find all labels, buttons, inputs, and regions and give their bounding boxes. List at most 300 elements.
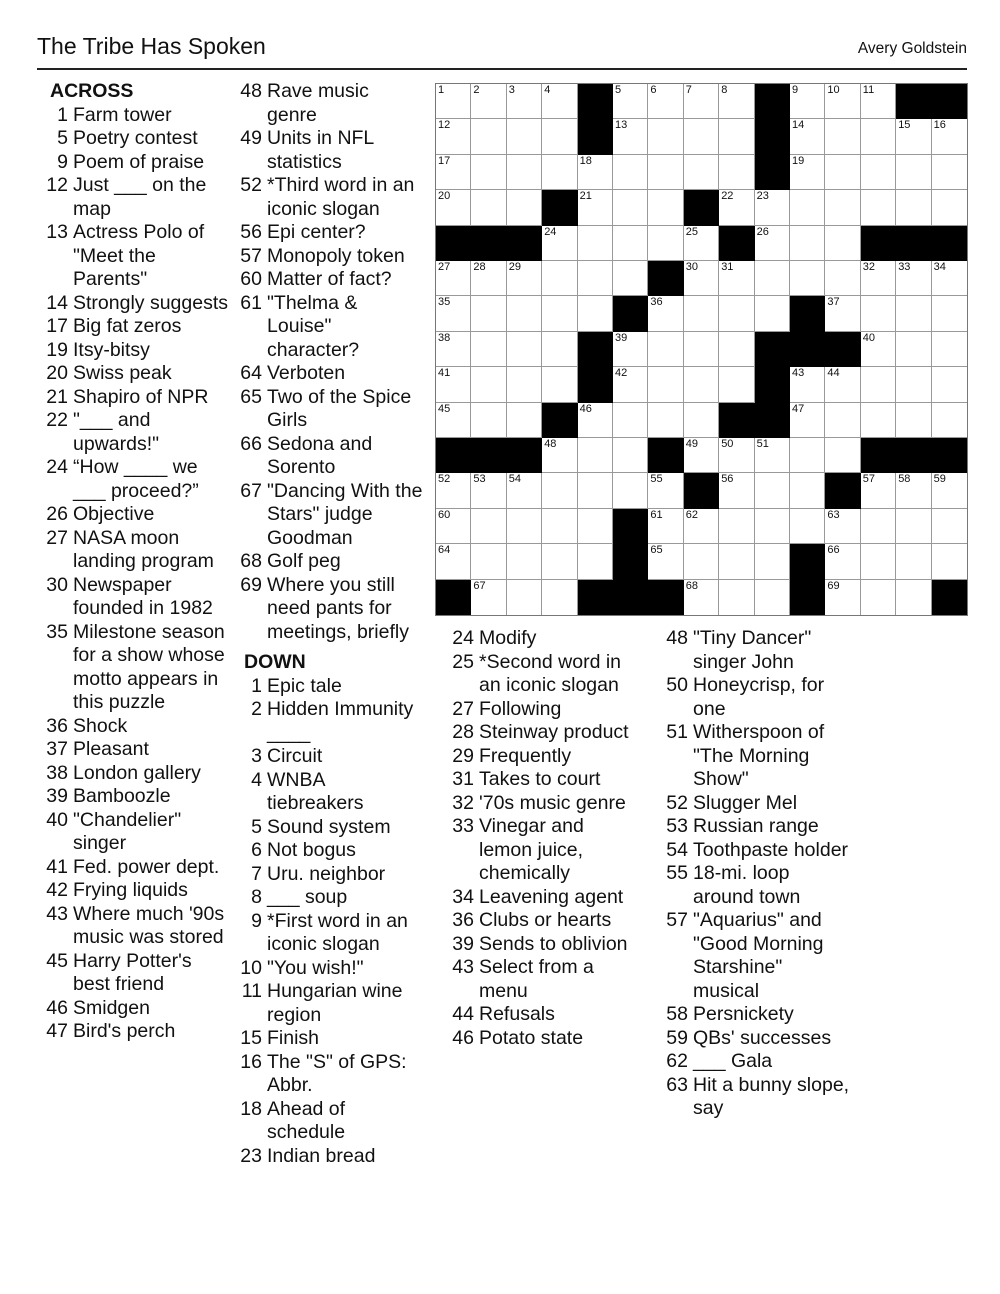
cell-number: 22 <box>721 190 734 203</box>
grid-cell[interactable] <box>648 296 683 331</box>
grid-cell[interactable] <box>755 580 790 615</box>
grid-cell[interactable] <box>790 155 825 190</box>
clue-text: "You wish!" <box>267 956 364 979</box>
grid-cell[interactable] <box>861 473 896 508</box>
grid-cell[interactable] <box>507 155 542 190</box>
grid-cell[interactable] <box>542 84 577 119</box>
grid-cell[interactable] <box>825 261 860 296</box>
grid-cell[interactable] <box>684 226 719 261</box>
clue-number: 33 <box>452 815 474 837</box>
grid-cell[interactable] <box>613 119 648 154</box>
grid-cell[interactable] <box>861 119 896 154</box>
grid-cell[interactable] <box>542 473 577 508</box>
grid-cell[interactable] <box>932 544 967 579</box>
grid-cell[interactable] <box>861 544 896 579</box>
grid-cell[interactable] <box>932 296 967 331</box>
grid-cell[interactable] <box>719 509 754 544</box>
grid-cell[interactable] <box>719 473 754 508</box>
clue-number: 38 <box>46 761 68 784</box>
grid-cell[interactable] <box>471 261 506 296</box>
grid-cell[interactable] <box>790 473 825 508</box>
grid-cell[interactable] <box>436 509 471 544</box>
cell-number: 9 <box>792 84 799 96</box>
black-square <box>896 84 931 119</box>
clue-number: 26 <box>46 503 68 525</box>
clue-text: Units in NFL statistics <box>267 127 374 173</box>
grid-cell[interactable] <box>684 580 719 615</box>
clue-number: 20 <box>46 362 68 384</box>
grid-cell[interactable] <box>613 438 648 473</box>
clue-item <box>40 527 230 574</box>
grid-cell[interactable] <box>790 119 825 154</box>
grid-cell[interactable] <box>507 367 542 402</box>
clue-text: QBs' successes <box>693 1026 832 1049</box>
grid-cell[interactable] <box>648 367 683 402</box>
grid-cell[interactable] <box>932 367 967 402</box>
grid-cell[interactable] <box>790 226 825 261</box>
grid-cell[interactable] <box>719 367 754 402</box>
clue-text: Where much '90s music was stored <box>73 902 225 948</box>
clue-text: ___ soup <box>267 886 348 908</box>
grid-cell[interactable] <box>613 403 648 438</box>
grid-cell[interactable] <box>861 296 896 331</box>
grid-cell[interactable] <box>436 473 471 508</box>
cell-number: 12 <box>438 119 451 132</box>
grid-cell[interactable] <box>719 332 754 367</box>
grid-cell[interactable] <box>436 84 471 119</box>
clue-item <box>40 762 230 786</box>
grid-cell[interactable] <box>578 544 613 579</box>
grid-cell[interactable] <box>578 296 613 331</box>
grid-cell[interactable] <box>578 261 613 296</box>
clue-number: 15 <box>240 1027 262 1049</box>
grid-cell[interactable] <box>755 261 790 296</box>
grid-cell[interactable] <box>825 190 860 225</box>
grid-cell[interactable] <box>436 190 471 225</box>
grid-cell[interactable] <box>932 155 967 190</box>
clue-text: Poem of praise <box>73 150 205 173</box>
cell-number: 41 <box>438 367 451 380</box>
clue-number: 13 <box>46 221 68 243</box>
cell-number: 10 <box>827 84 840 96</box>
cell-number: 63 <box>827 508 840 521</box>
cell-number: 14 <box>792 119 805 132</box>
clue-text: Matter of fact? <box>267 268 392 290</box>
black-square <box>755 332 790 367</box>
black-square <box>648 438 683 473</box>
grid-cell[interactable] <box>790 84 825 119</box>
grid-cell[interactable] <box>896 403 931 438</box>
clue-text: Toothpaste holder <box>693 838 849 861</box>
grid-cell[interactable] <box>896 580 931 615</box>
cell-number: 56 <box>721 473 734 486</box>
grid-cell[interactable] <box>507 332 542 367</box>
grid-cell[interactable] <box>507 84 542 119</box>
black-square <box>613 509 648 544</box>
cell-number: 5 <box>615 84 622 96</box>
black-square <box>578 367 613 402</box>
clue-number: 39 <box>452 932 474 955</box>
down-heading: DOWN <box>244 651 306 673</box>
clue-number: 16 <box>240 1050 262 1073</box>
grid-cell[interactable] <box>578 155 613 190</box>
clue-item <box>446 956 636 1003</box>
clue-item <box>40 409 230 456</box>
grid-cell[interactable] <box>932 403 967 438</box>
grid-cell[interactable] <box>684 119 719 154</box>
clue-number: 65 <box>240 385 262 408</box>
clue-text: Sends to oblivion <box>479 932 628 955</box>
black-square <box>436 226 471 261</box>
clue-text: *Second word in an iconic slogan <box>479 650 622 696</box>
clue-number: 34 <box>452 885 474 908</box>
grid-cell[interactable] <box>755 544 790 579</box>
grid-cell[interactable] <box>684 261 719 296</box>
black-square <box>507 226 542 261</box>
black-square <box>755 403 790 438</box>
grid-cell[interactable] <box>613 367 648 402</box>
grid-cell[interactable] <box>507 544 542 579</box>
grid-cell[interactable] <box>436 119 471 154</box>
clue-column-1 <box>40 80 230 1044</box>
grid-cell[interactable] <box>790 261 825 296</box>
grid-cell[interactable] <box>825 226 860 261</box>
grid-cell[interactable] <box>790 438 825 473</box>
grid-cell[interactable] <box>755 190 790 225</box>
clue-text: Modify <box>479 627 537 649</box>
clue-text: Honeycrisp, for one <box>693 674 825 720</box>
clue-item <box>40 503 230 527</box>
clue-text: Persnickety <box>693 1003 794 1025</box>
clue-text: Smidgen <box>73 996 150 1019</box>
grid-cell[interactable] <box>471 296 506 331</box>
grid-cell[interactable] <box>755 473 790 508</box>
black-square <box>613 296 648 331</box>
grid-cell[interactable] <box>507 473 542 508</box>
grid-cell[interactable] <box>896 190 931 225</box>
grid-cell[interactable] <box>825 84 860 119</box>
grid-cell[interactable] <box>684 403 719 438</box>
grid-cell[interactable] <box>861 155 896 190</box>
grid-cell[interactable] <box>542 261 577 296</box>
grid-cell[interactable] <box>613 226 648 261</box>
clue-text: Bird's perch <box>73 1020 176 1042</box>
grid-cell[interactable] <box>861 367 896 402</box>
grid-cell[interactable] <box>436 332 471 367</box>
grid-cell[interactable] <box>648 190 683 225</box>
grid-cell[interactable] <box>542 367 577 402</box>
grid-cell[interactable] <box>896 473 931 508</box>
grid-cell[interactable] <box>507 261 542 296</box>
clue-number: 45 <box>46 949 68 972</box>
black-square <box>613 544 648 579</box>
grid-cell[interactable] <box>719 544 754 579</box>
grid-cell[interactable] <box>471 119 506 154</box>
grid-cell[interactable] <box>719 261 754 296</box>
clue-number: 36 <box>452 909 474 931</box>
grid-cell[interactable] <box>436 155 471 190</box>
grid-cell[interactable] <box>790 190 825 225</box>
grid-cell[interactable] <box>825 509 860 544</box>
cell-number: 32 <box>862 261 876 273</box>
grid-cell[interactable] <box>542 438 577 473</box>
clue-item <box>234 292 424 363</box>
grid-cell[interactable] <box>507 509 542 544</box>
grid-cell[interactable] <box>825 367 860 402</box>
clue-item <box>40 738 230 762</box>
grid-cell[interactable] <box>896 155 931 190</box>
grid-cell[interactable] <box>896 119 931 154</box>
grid-cell[interactable] <box>932 509 967 544</box>
grid-cell[interactable] <box>648 544 683 579</box>
grid-cell[interactable] <box>861 261 896 296</box>
grid-cell[interactable] <box>648 473 683 508</box>
grid-cell[interactable] <box>578 438 613 473</box>
clue-item <box>40 386 230 410</box>
grid-cell[interactable] <box>684 84 719 119</box>
clue-item <box>234 839 424 863</box>
grid-cell[interactable] <box>719 438 754 473</box>
clue-number: 6 <box>251 839 262 861</box>
grid-cell[interactable] <box>932 473 967 508</box>
clue-number: 62 <box>666 1050 688 1072</box>
grid-cell[interactable] <box>507 190 542 225</box>
clue-text: Bamboozle <box>73 785 171 807</box>
black-square <box>932 84 967 119</box>
grid-cell[interactable] <box>861 190 896 225</box>
grid-cell[interactable] <box>790 509 825 544</box>
grid-cell[interactable] <box>436 261 471 296</box>
clue-number: 9 <box>251 909 262 932</box>
grid-cell[interactable] <box>896 332 931 367</box>
clue-item <box>40 950 230 997</box>
grid-cell[interactable] <box>613 332 648 367</box>
clue-text: Refusals <box>479 1003 555 1025</box>
clue-text: Verboten <box>267 362 346 384</box>
grid-cell[interactable] <box>578 403 613 438</box>
clue-item <box>660 1074 850 1121</box>
clue-item <box>660 815 850 839</box>
grid-cell[interactable] <box>471 190 506 225</box>
grid-cell[interactable] <box>825 544 860 579</box>
grid-cell[interactable] <box>755 438 790 473</box>
clue-item <box>40 785 230 809</box>
grid-cell[interactable] <box>755 296 790 331</box>
grid-cell[interactable] <box>436 296 471 331</box>
black-square <box>578 119 613 154</box>
clue-number: 57 <box>666 909 688 931</box>
grid-cell[interactable] <box>861 509 896 544</box>
grid-cell[interactable] <box>648 403 683 438</box>
cell-number: 48 <box>544 438 557 450</box>
grid-cell[interactable] <box>825 438 860 473</box>
grid-cell[interactable] <box>578 190 613 225</box>
grid-cell[interactable] <box>542 226 577 261</box>
grid-cell[interactable] <box>578 509 613 544</box>
grid-cell[interactable] <box>542 509 577 544</box>
grid-cell[interactable] <box>613 473 648 508</box>
grid-cell[interactable] <box>825 296 860 331</box>
black-square <box>578 580 613 615</box>
grid-cell[interactable] <box>471 509 506 544</box>
clue-text: Rave music genre <box>267 80 369 126</box>
clue-item <box>40 456 230 503</box>
cell-number: 31 <box>721 261 734 273</box>
grid-cell[interactable] <box>471 544 506 579</box>
cell-number: 4 <box>544 84 551 96</box>
grid-cell[interactable] <box>896 261 931 296</box>
grid-cell[interactable] <box>825 119 860 154</box>
grid-cell[interactable] <box>825 155 860 190</box>
grid-cell[interactable] <box>932 190 967 225</box>
cell-number: 54 <box>508 473 522 486</box>
clue-text: Shapiro of NPR <box>73 385 209 408</box>
grid-cell[interactable] <box>471 84 506 119</box>
grid-cell[interactable] <box>542 296 577 331</box>
grid-cell[interactable] <box>684 332 719 367</box>
grid-cell[interactable] <box>861 403 896 438</box>
clue-number: 4 <box>251 768 262 791</box>
grid-cell[interactable] <box>790 367 825 402</box>
grid-cell[interactable] <box>648 226 683 261</box>
clue-text: Frequently <box>479 744 572 767</box>
grid-cell[interactable] <box>684 367 719 402</box>
grid-cell[interactable] <box>719 190 754 225</box>
clue-number: 52 <box>666 791 688 814</box>
black-square <box>684 190 719 225</box>
grid-cell[interactable] <box>613 261 648 296</box>
grid-cell[interactable] <box>719 155 754 190</box>
grid-cell[interactable] <box>719 119 754 154</box>
grid-cell[interactable] <box>507 119 542 154</box>
grid-cell[interactable] <box>755 226 790 261</box>
cell-number: 61 <box>650 508 663 521</box>
cell-number: 62 <box>685 508 699 521</box>
grid-cell[interactable] <box>825 403 860 438</box>
black-square <box>861 438 896 473</box>
black-square <box>896 438 931 473</box>
grid-cell[interactable] <box>932 119 967 154</box>
black-square <box>790 544 825 579</box>
grid-cell[interactable] <box>436 403 471 438</box>
cell-number: 58 <box>898 473 911 486</box>
clue-text: 18-mi. loop around town <box>693 862 801 908</box>
grid-cell[interactable] <box>471 155 506 190</box>
grid-cell[interactable] <box>471 403 506 438</box>
clue-text: *Third word in an iconic slogan <box>267 174 415 220</box>
grid-cell[interactable] <box>578 473 613 508</box>
grid-cell[interactable] <box>755 509 790 544</box>
grid-cell[interactable] <box>684 155 719 190</box>
grid-cell[interactable] <box>613 84 648 119</box>
grid-cell[interactable] <box>542 119 577 154</box>
black-square <box>613 580 648 615</box>
clue-item <box>234 362 424 386</box>
clue-number: 48 <box>666 627 688 649</box>
clue-text: Witherspoon of "The Morning Show" <box>693 721 825 790</box>
grid-cell[interactable] <box>896 367 931 402</box>
black-square <box>719 226 754 261</box>
grid-cell[interactable] <box>684 438 719 473</box>
cell-number: 43 <box>792 367 805 380</box>
grid-cell[interactable] <box>684 544 719 579</box>
grid-cell[interactable] <box>861 580 896 615</box>
grid-cell[interactable] <box>542 155 577 190</box>
grid-cell[interactable] <box>436 367 471 402</box>
grid-cell[interactable] <box>896 296 931 331</box>
grid-cell[interactable] <box>613 190 648 225</box>
grid-cell[interactable] <box>932 261 967 296</box>
clue-item <box>446 651 636 698</box>
grid-cell[interactable] <box>648 509 683 544</box>
black-square <box>790 296 825 331</box>
grid-cell[interactable] <box>932 332 967 367</box>
grid-cell[interactable] <box>507 296 542 331</box>
grid-cell[interactable] <box>648 155 683 190</box>
black-square <box>436 438 471 473</box>
grid-cell[interactable] <box>861 84 896 119</box>
grid-cell[interactable] <box>719 296 754 331</box>
grid-cell[interactable] <box>542 332 577 367</box>
clue-number: 2 <box>251 698 262 720</box>
cell-number: 42 <box>615 367 628 380</box>
grid-cell[interactable] <box>790 403 825 438</box>
grid-cell[interactable] <box>648 84 683 119</box>
clue-number: 21 <box>46 385 68 408</box>
grid-cell[interactable] <box>471 473 506 508</box>
cell-number: 16 <box>933 119 946 132</box>
grid-cell[interactable] <box>613 155 648 190</box>
grid-cell[interactable] <box>648 332 683 367</box>
clue-number: 51 <box>666 721 688 743</box>
grid-cell[interactable] <box>825 580 860 615</box>
clue-number: 46 <box>46 996 68 1019</box>
grid-cell[interactable] <box>861 332 896 367</box>
grid-cell[interactable] <box>648 119 683 154</box>
grid-cell[interactable] <box>507 403 542 438</box>
black-square <box>861 226 896 261</box>
grid-cell[interactable] <box>436 544 471 579</box>
grid-cell[interactable] <box>542 580 577 615</box>
cell-number: 45 <box>438 402 451 415</box>
grid-cell[interactable] <box>896 544 931 579</box>
grid-cell[interactable] <box>719 84 754 119</box>
grid-cell[interactable] <box>471 580 506 615</box>
grid-cell[interactable] <box>542 544 577 579</box>
black-square <box>507 438 542 473</box>
clue-text: “How ____ we ___ proceed?” <box>73 456 199 502</box>
black-square <box>896 226 931 261</box>
grid-cell[interactable] <box>719 580 754 615</box>
clue-item <box>446 909 636 933</box>
clue-number: 9 <box>57 150 68 173</box>
grid-cell[interactable] <box>684 296 719 331</box>
clue-text: Where you still need pants for meetings, briefly <box>267 573 409 643</box>
clue-number: 39 <box>46 785 68 807</box>
clue-item <box>40 1020 230 1044</box>
grid-cell[interactable] <box>896 509 931 544</box>
grid-cell[interactable] <box>578 226 613 261</box>
grid-cell[interactable] <box>507 580 542 615</box>
clue-text: Milestone season for a show whose motto appears in this puzzle <box>73 620 225 713</box>
cell-number: 2 <box>473 84 480 96</box>
grid-cell[interactable] <box>471 332 506 367</box>
grid-cell[interactable] <box>684 509 719 544</box>
clue-text: "Dancing With the Stars" judge Goodman <box>267 479 423 549</box>
grid-cell[interactable] <box>471 367 506 402</box>
clue-item <box>40 362 230 386</box>
cell-number: 1 <box>438 84 445 96</box>
